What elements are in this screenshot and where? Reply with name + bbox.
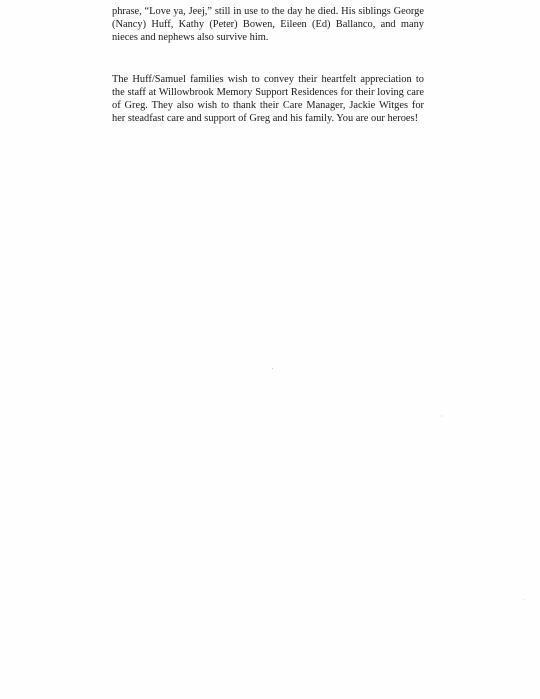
scan-speck [272, 368, 273, 369]
paragraph-appreciation: The Huff/Samuel families wish to convey their heartfelt appreciation to the staff at Willowbrook Memory Support Residences for their loving care of Greg. They also wish to thank their Care Manager, Jackie Witges for her steadfast care and support of Greg and his family. You are our heroes! [112, 74, 424, 124]
scan-speck [523, 599, 524, 600]
scan-speck [441, 415, 442, 417]
paragraph-siblings: phrase, “Love ya, Jeej,” still in use to the day he died. His siblings George (Nancy) Huff, Kathy (Peter) Bowen, Eileen (Ed) Ballanco, and many nieces and nephews also survive him. [112, 6, 424, 43]
